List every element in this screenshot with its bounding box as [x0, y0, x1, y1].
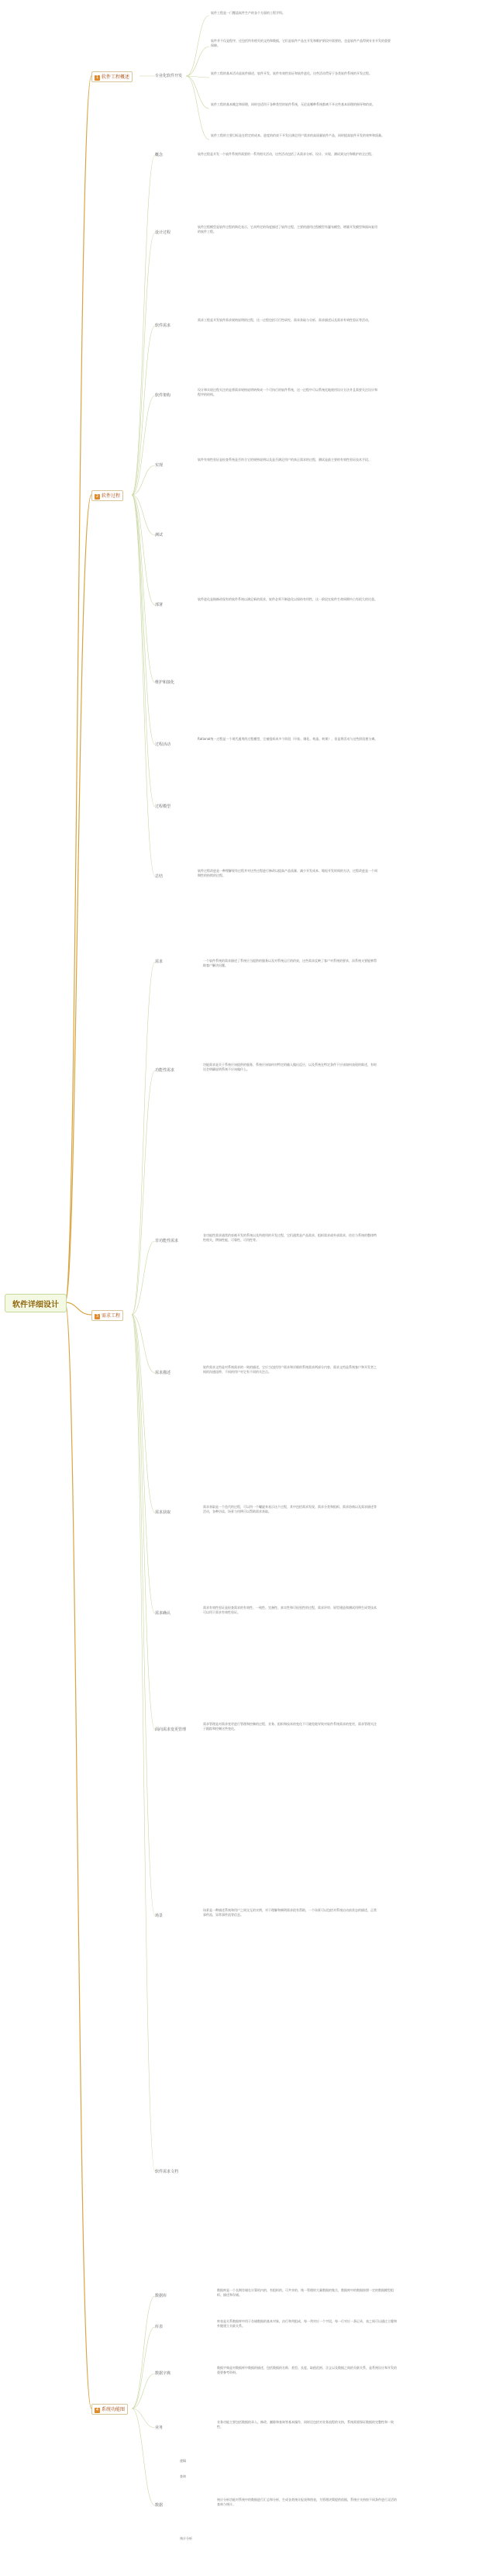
sub-node[interactable]: 设计过程 — [155, 230, 171, 235]
branch-number: 4 — [95, 2408, 99, 2412]
sub-node[interactable]: 维护和演化 — [155, 680, 175, 685]
leaf-item[interactable]: 统计分析 — [180, 2536, 192, 2540]
leaf-text: 数据库是一个长期存储在计算机内的、有组织的、可共享的、统一管理的大量数据的集合，数据库中的数据按照一定的数据模型组织、描述和存储。 — [217, 2288, 394, 2297]
sub-node[interactable]: 过程活动 — [155, 742, 171, 747]
leaf-text: 软件工程是一门覆盖软件生产的各个方面的工程学科。 — [211, 11, 285, 15]
leaf-text: 需求工程是开发软件需求规格说明的过程，这一过程包括可行性研究、需求获取与分析、需求描述以及需求有效性验证等活动。 — [198, 318, 371, 322]
leaf-text: 功能需求是关于系统应该提供的服务，系统应该如何对特定的输入做出反应，以及系统在特定条件下应该如何表现的陈述，有时还会明确说明系统不应该做什么。 — [203, 1063, 377, 1071]
branch-label: 需求工程 — [102, 1313, 121, 1319]
leaf-text: 软件工程的主要目标是在给定的成本、进度的约束下开发出满足用户需求的高质量软件产品，同时提高软件开发的效率和质量。 — [211, 133, 384, 137]
branch-node-4[interactable] — [91, 2404, 128, 2415]
sub-node[interactable]: 测试 — [155, 533, 164, 538]
leaf-text: 软件并不仅是程序，还包括所有相关的文档和数据，它们是软件产品在开发和维护阶段中需要的，也是软件产品得到专业开发的重要保障。 — [211, 39, 391, 47]
sub-node[interactable]: 需求 — [155, 960, 164, 964]
sub-node[interactable]: 面向需求变更管理 — [155, 1727, 187, 1732]
leaf-text: 一个软件系统的需求描述了系统应当提供的服务以及对系统运行的约束，这些需求反映了客户对系统的要求，而系统又要能够帮助客户解决问题。 — [203, 959, 377, 967]
sub-node[interactable]: 专业化软件开发 — [155, 74, 183, 78]
sub-node[interactable]: 需求获取 — [155, 1510, 171, 1515]
sub-node[interactable]: 非功能性需求 — [155, 1239, 179, 1243]
sub-node[interactable]: 概念 — [155, 153, 164, 157]
branch-label: 软件工程概述 — [102, 74, 130, 80]
branch-number: 2 — [95, 494, 99, 499]
branch-node-2[interactable] — [91, 490, 123, 501]
leaf-text: 业务功能主要包括数据的录入、修改、删除和查询等基本操作，同时还包括对业务流程的支持，系统需要保证数据的完整性和一致性。 — [217, 2420, 394, 2429]
leaf-text: 需求有效性验证是检查需求的有效性、一致性、完备性、真实性和可检验性的过程，需求评审、原型建造和测试用例生成等技术可以用于需求有效性验证。 — [203, 1606, 377, 1614]
branch-number: 1 — [95, 75, 99, 80]
sub-node[interactable]: 场景 — [155, 1914, 164, 1918]
leaf-text: 软件工程的基本活动是软件描述、软件开发、软件有效性验证和软件进化，这些活动贯穿于各类软件系统的开发过程。 — [211, 71, 372, 75]
leaf-text: 数据字典是对数据库中数据的描述，包括数据的名称、类型、长度、取值范围、含义以及数据之间的关联关系，是系统设计和开发的重要参考资料。 — [217, 2366, 397, 2374]
sub-node[interactable]: 数据库 — [155, 2294, 167, 2298]
leaf-text: 软件有效性验证是检查系统是否符合它的规格说明以及是否满足用户的真正需求的过程，测试是最主要的有效性验证技术手段。 — [198, 458, 371, 462]
branch-label: 系统功能图 — [102, 2407, 126, 2412]
root-node[interactable]: 软件详细设计 — [5, 1294, 67, 1312]
sub-node[interactable]: 软件架构 — [155, 393, 171, 398]
leaf-item[interactable]: 逻辑 — [180, 2459, 186, 2463]
leaf-item[interactable]: 查询 — [180, 2474, 186, 2478]
leaf-text: 软件需求文档是对系统需求的一致的描述，它应当包括用户需求和详细的系统需求两部分内容，需求文档是系统客户和开发者之间的沟通纽带，不同的用户对它有不同的关注点。 — [203, 1365, 377, 1374]
sub-node[interactable]: 需求确认 — [155, 1611, 171, 1616]
sub-node[interactable]: 软件需求 — [155, 323, 171, 328]
sub-node[interactable]: 库表 — [155, 2325, 164, 2329]
branch-number: 3 — [95, 1314, 99, 1319]
branch-node-3[interactable] — [91, 1310, 123, 1321]
sub-node[interactable]: 实现 — [155, 463, 164, 468]
sub-node[interactable]: 数据 — [155, 2503, 164, 2508]
leaf-text: 统计分析功能对系统中的数据进行汇总和分析，生成各类统计报表和图表，为管理决策提供依据，系统应支持按不同条件进行灵活的查询与统计。 — [217, 2498, 397, 2506]
leaf-text: 设计和实现过程关注的是将需求规格说明转换成一个可执行的软件系统，这一过程中可以系统化地使用设计方法并且需要关注设计和程序的结构。 — [198, 388, 377, 396]
leaf-text: 软件进化是指修改现有的软件系统以满足新的需求，软件必须不断进化以保持有用性，这一阶段在软件生命周期中占有很大的比重。 — [198, 597, 377, 601]
leaf-text: 软件过程模型是软件过程的简化表示，它从特定的角度描述了软件过程，主要的通用过程模型有瀑布模型、增量开发模型和面向复用的软件工程。 — [198, 225, 377, 233]
leaf-text: 软件工程的基本概念和原理，同时也适用于各种类型的软件系统，无论是哪种系统都离不开这些基本原理的指导和约束。 — [211, 102, 375, 106]
sub-node[interactable]: 数据字典 — [155, 2371, 171, 2376]
leaf-text: 需求管理是对需求变更进行管理和控制的过程，业务、组织和技术的变化不可避免地导致对软件系统需求的变更，需求管理关注于跟踪和控制这些变化。 — [203, 1722, 377, 1731]
sub-node[interactable]: 总结 — [155, 874, 164, 879]
leaf-text: 场景是一种描述系统和用户之间交互的实例，对于理解和阐明需求很有帮助，一个场景可以包括对系统启动前状态的描述、正常事件流、异常事件流等信息。 — [203, 1908, 377, 1917]
branch-node-1[interactable] — [91, 71, 133, 82]
sub-node[interactable]: 业务 — [155, 2426, 164, 2430]
leaf-text: 库表是关系数据库中用于存储数据的基本对象，由行和列组成，每一列对应一个字段，每一行对应一条记录，表之间可以通过主键和外键建立关联关系。 — [217, 2319, 397, 2328]
branch-label: 软件过程 — [102, 493, 121, 499]
leaf-text: 软件过程改进是一种理解现有过程并对这些过程进行修改以提高产品质量、减少开发成本、缩短开发时间的方法，过程改进是一个周期性的持续的过程。 — [198, 869, 377, 877]
sub-node[interactable]: 软件需求文档 — [155, 2170, 179, 2174]
sub-node[interactable]: 需求描述 — [155, 1371, 171, 1375]
leaf-text: 需求获取是一个迭代的过程，可以用一个螺旋来表示这个过程，其中包括需求发现、需求分类和组织、需求协商以及需求描述等活动，各种访谈、场景与用例可以帮助需求获取。 — [203, 1505, 377, 1513]
sub-node[interactable]: 功能性需求 — [155, 1068, 175, 1073]
leaf-text: 非功能性需求通常约束被开发的系统以及所使用的开发过程，它们通常是产品需求、组织需求或外部需求，往往与系统的整体特性相关，例如性能、可靠性、可用性等。 — [203, 1233, 377, 1242]
leaf-text: 软件过程是开发一个软件系统所需要的一系列相关活动，这些活动包括了从需求分析、设计、实现、测试到交付和维护的全过程。 — [198, 152, 374, 156]
sub-node[interactable]: 部署 — [155, 603, 164, 607]
sub-node[interactable]: 过程模型 — [155, 804, 171, 809]
leaf-text: Rational统一过程是一个现代通用的过程模型，它被组织成多个阶段（开始、细化、构造、转换），但是将活动与这些阶段相分离。 — [198, 737, 378, 741]
